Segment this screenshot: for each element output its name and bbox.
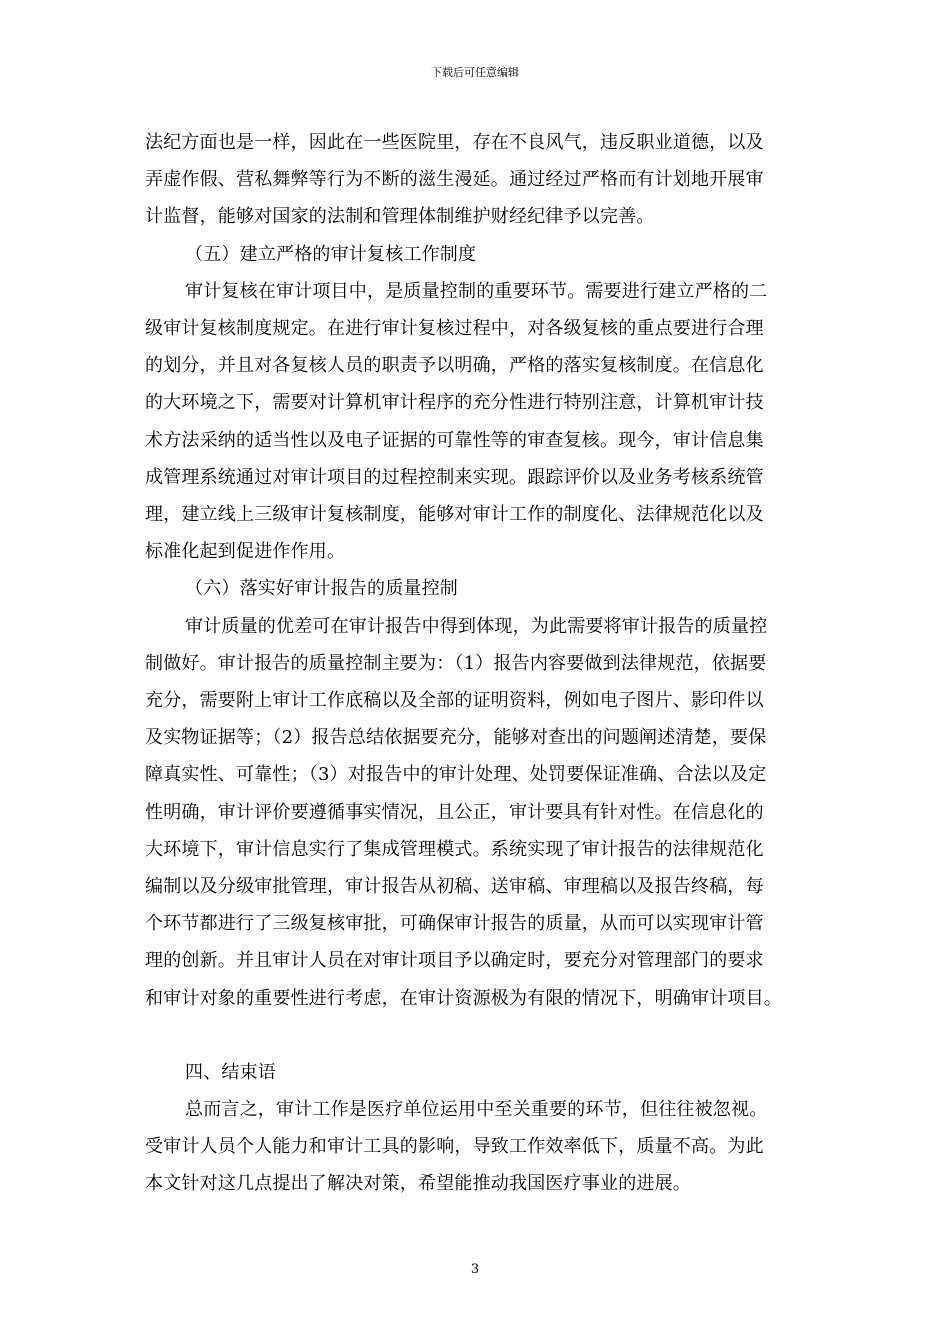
text-line: 充分，需要附上审计工作底稿以及全部的证明资料，例如电子图片、影印件以: [145, 690, 764, 712]
text-line: 四、结束语: [185, 1061, 276, 1083]
text-line: 审计质量的优差可在审计报告中得到体现，为此需要将审计报告的质量控: [185, 615, 768, 637]
text-line: 本文针对这几点提出了解决对策，希望能推动我国医疗事业的进展。: [145, 1173, 691, 1195]
text-line: 总而言之，审计工作是医疗单位运用中至关重要的环节，但往往被忽视。: [185, 1099, 768, 1121]
text-line: 的大环境之下，需要对计算机审计程序的充分性进行特别注意，计算机审计技: [145, 392, 764, 414]
text-line: 个环节都进行了三级复核审批，可确保审计报告的质量，从而可以实现审计管: [145, 913, 764, 935]
text-line: 制做好。审计报告的质量控制主要为：（1）报告内容要做到法律规范，依据要: [145, 652, 767, 674]
text-line: 受审计人员个人能力和审计工具的影响，导致工作效率低下，质量不高。为此: [145, 1136, 764, 1158]
text-line: 编制以及分级审批管理，审计报告从初稿、送审稿、审理稿以及报告终稿，每: [145, 876, 764, 898]
text-line: 障真实性、可靠性；（3）对报告中的审计处理、处罚要保证准确、合法以及定: [145, 764, 767, 786]
text-line: 级审计复核制度规定。在进行审计复核过程中，对各级复核的重点要进行合理: [145, 318, 764, 340]
section-heading: [145, 570, 817, 607]
page-number: 3: [470, 1262, 480, 1277]
section-heading: [145, 236, 817, 273]
text-line: （五）建立严格的审计复核工作制度: [185, 243, 477, 265]
text-line: 术方法采纳的适当性以及电子证据的可靠性等的审查复核。现今，审计信息集: [145, 429, 764, 451]
body-paragraph: [145, 124, 817, 236]
text-line: （六）落实好审计报告的质量控制: [185, 578, 458, 600]
document-body: [145, 124, 817, 1203]
text-line: 法纪方面也是一样，因此在一些医院里，存在不良风气，违反职业道德，以及: [145, 132, 764, 153]
text-line: 审计复核在审计项目中，是质量控制的重要环节。需要进行建立严格的二: [185, 280, 768, 302]
section-heading: [145, 1054, 817, 1091]
text-line: 标准化起到促进作作用。: [145, 541, 346, 563]
body-paragraph: [145, 1091, 817, 1203]
paragraph-gap: [145, 1017, 817, 1054]
body-paragraph: [145, 273, 817, 571]
text-line: 的划分，并且对各复核人员的职责予以明确，严格的落实复核制度。在信息化: [145, 355, 764, 377]
text-line: 弄虚作假、营私舞弊等行为不断的滋生漫延。通过经过严格而有计划地开展审: [145, 169, 764, 191]
text-line: 理的创新。并且审计人员在对审计项目予以确定时，要充分对管理部门的要求: [145, 950, 764, 972]
text-line: 性明确，审计评价要遵循事实情况，且公正，审计要具有针对性。在信息化的: [145, 801, 764, 823]
text-line: 和审计对象的重要性进行考虑，在审计资源极为有限的情况下，明确审计项目。: [145, 987, 782, 1009]
page-header: 下载后可任意编辑: [431, 66, 519, 79]
body-paragraph: [145, 608, 817, 1017]
text-line: 大环境下，审计信息实行了集成管理模式。系统实现了审计报告的法律规范化: [145, 838, 764, 860]
text-line: 理，建立线上三级审计复核制度，能够对审计工作的制度化、法律规范化以及: [145, 504, 764, 526]
text-line: 成管理系统通过对审计项目的过程控制来实现。跟踪评价以及业务考核系统管: [145, 466, 764, 488]
text-line: 及实物证据等；（2）报告总结依据要充分，能够对查出的问题阐述清楚，要保: [145, 727, 767, 749]
text-line: 计监督，能够对国家的法制和管理体制维护财经纪律予以完善。: [145, 206, 655, 228]
